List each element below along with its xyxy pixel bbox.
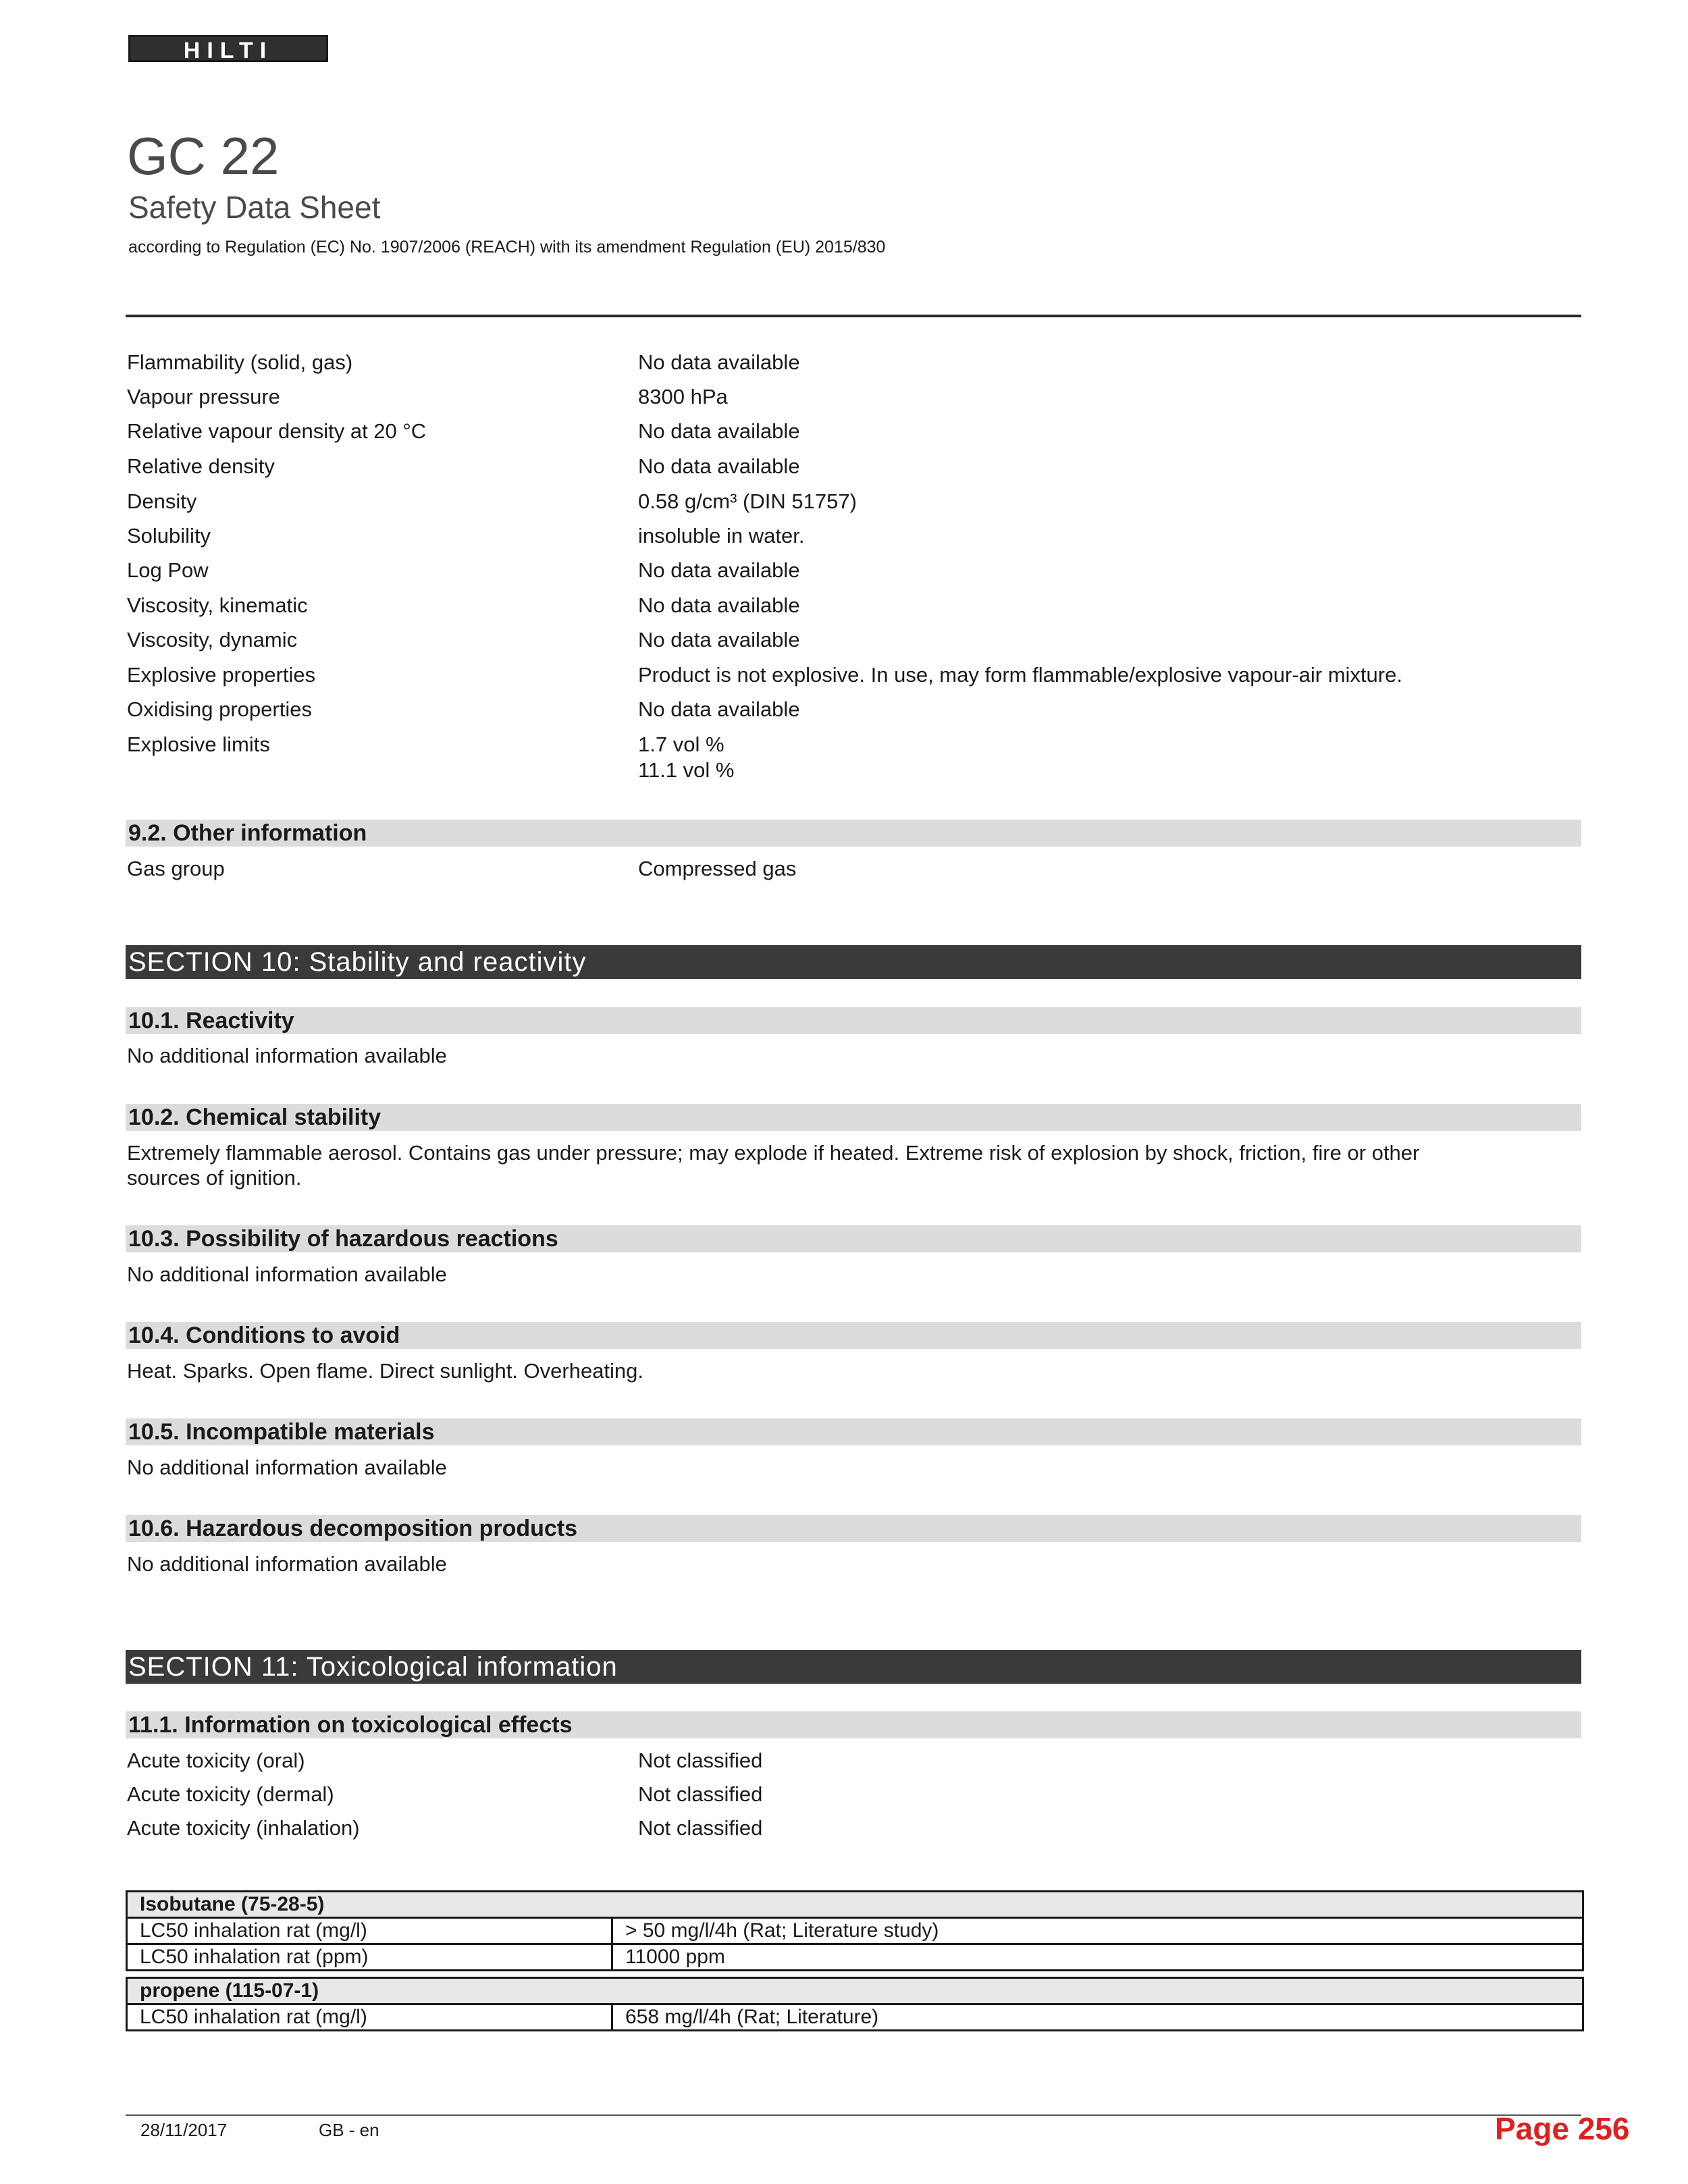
property-value: No data available bbox=[638, 628, 800, 651]
property-label: Relative density bbox=[127, 454, 275, 478]
subsection-heading-text: 9.2. Other information bbox=[128, 820, 367, 846]
footer-language: GB - en bbox=[319, 2120, 379, 2140]
property-value: No data available bbox=[638, 697, 800, 721]
toxicity-table bbox=[126, 1890, 1584, 2031]
table-row bbox=[127, 1918, 1583, 1944]
property-label: Viscosity, dynamic bbox=[127, 628, 298, 651]
property-label: Gas group bbox=[127, 857, 225, 880]
page-number-stamp: Page 256 bbox=[1495, 2111, 1630, 2146]
document-title: Safety Data Sheet bbox=[128, 190, 381, 225]
section-11-header bbox=[126, 1650, 1581, 1684]
substance-name: Isobutane (75-28-5) bbox=[127, 1892, 1583, 1918]
subsection-text: No additional information available bbox=[127, 1552, 447, 1576]
property-value: 0.58 g/cm³ (DIN 51757) bbox=[638, 489, 857, 513]
property-label: Explosive properties bbox=[127, 663, 316, 687]
subsection-text: No additional information available bbox=[127, 1456, 447, 1479]
substance-name: propene (115-07-1) bbox=[127, 1978, 1583, 2004]
property-label: Density bbox=[127, 489, 197, 513]
subsection-heading bbox=[126, 1322, 1581, 1349]
table-row bbox=[127, 1892, 1583, 1918]
subsection-heading bbox=[126, 1225, 1581, 1252]
property-label: Vapour pressure bbox=[127, 385, 280, 408]
toxicity-label: Acute toxicity (oral) bbox=[127, 1749, 305, 1772]
hilti-logo: HILTI bbox=[128, 35, 328, 62]
property-label: Oxidising properties bbox=[127, 697, 312, 721]
table-cell: 658 mg/l/4h (Rat; Literature) bbox=[612, 2004, 1583, 2031]
property-label: Log Pow bbox=[127, 558, 209, 582]
table-cell: 11000 ppm bbox=[612, 1944, 1583, 1971]
property-label: Viscosity, kinematic bbox=[127, 593, 308, 617]
property-value: No data available bbox=[638, 350, 800, 374]
product-title: GC 22 bbox=[127, 126, 280, 186]
property-value: No data available bbox=[638, 593, 800, 617]
table-cell: LC50 inhalation rat (mg/l) bbox=[127, 1918, 612, 1944]
subsection-heading-text: 11.1. Information on toxicological effects bbox=[128, 1712, 573, 1738]
property-label: Flammability (solid, gas) bbox=[127, 350, 353, 374]
table-cell: LC50 inhalation rat (mg/l) bbox=[127, 2004, 612, 2031]
regulation-note: according to Regulation (EC) No. 1907/2006 (REACH) with its amendment Regulation (EU) 2015/830 bbox=[128, 238, 886, 257]
toxicity-value: Not classified bbox=[638, 1816, 763, 1840]
property-value: No data available bbox=[638, 419, 800, 443]
toxicity-label: Acute toxicity (dermal) bbox=[127, 1782, 334, 1806]
subsection-heading-text: 10.4. Conditions to avoid bbox=[128, 1323, 400, 1348]
subsection-heading bbox=[126, 1418, 1581, 1445]
property-value: 11.1 vol % bbox=[638, 758, 735, 782]
property-value: 8300 hPa bbox=[638, 385, 728, 408]
property-label: Explosive limits bbox=[127, 733, 270, 756]
footer-date: 28/11/2017 bbox=[140, 2120, 228, 2140]
subsection-heading-text: 10.1. Reactivity bbox=[128, 1008, 294, 1034]
subsection-text: No additional information available bbox=[127, 1262, 447, 1286]
toxicity-label: Acute toxicity (inhalation) bbox=[127, 1816, 360, 1840]
section-title: SECTION 11: Toxicological information bbox=[128, 1652, 618, 1682]
table-row bbox=[127, 1978, 1583, 2004]
subsection-heading-text: 10.5. Incompatible materials bbox=[128, 1419, 435, 1445]
property-value: insoluble in water. bbox=[638, 524, 805, 548]
subsection-heading-text: 10.2. Chemical stability bbox=[128, 1104, 381, 1130]
subsection-text: sources of ignition. bbox=[127, 1166, 302, 1190]
subsection-heading-text: 10.3. Possibility of hazardous reactions bbox=[128, 1226, 558, 1252]
table-row bbox=[127, 1944, 1583, 1971]
property-value: No data available bbox=[638, 558, 800, 582]
section-10-header bbox=[126, 945, 1581, 979]
table-cell: > 50 mg/l/4h (Rat; Literature study) bbox=[612, 1918, 1583, 1944]
property-label: Solubility bbox=[127, 524, 211, 548]
subsection-heading bbox=[126, 1515, 1581, 1542]
property-value: 1.7 vol % bbox=[638, 733, 724, 756]
property-label: Relative vapour density at 20 °C bbox=[127, 419, 427, 443]
subsection-text: Extremely flammable aerosol. Contains gas under pressure; may explode if heated. Extreme risk of explosion by shock, friction, fire or other bbox=[127, 1141, 1420, 1165]
table-cell: LC50 inhalation rat (ppm) bbox=[127, 1944, 612, 1971]
subsection-heading bbox=[126, 1711, 1581, 1738]
subsection-heading-text: 10.6. Hazardous decomposition products bbox=[128, 1516, 578, 1541]
subsection-text: No additional information available bbox=[127, 1044, 447, 1067]
toxicity-value: Not classified bbox=[638, 1749, 763, 1772]
footer-divider bbox=[126, 2114, 1581, 2116]
section-title: SECTION 10: Stability and reactivity bbox=[128, 947, 587, 977]
property-value: Product is not explosive. In use, may form flammable/explosive vapour-air mixture. bbox=[638, 663, 1402, 687]
toxicity-value: Not classified bbox=[638, 1782, 763, 1806]
subsection-heading bbox=[126, 820, 1581, 847]
subsection-heading bbox=[126, 1007, 1581, 1034]
table-spacer bbox=[127, 1971, 1583, 1978]
subsection-heading bbox=[126, 1104, 1581, 1131]
subsection-text: Heat. Sparks. Open flame. Direct sunlight. Overheating. bbox=[127, 1359, 644, 1383]
property-value: No data available bbox=[638, 454, 800, 478]
table-row bbox=[127, 2004, 1583, 2031]
property-value: Compressed gas bbox=[638, 857, 797, 880]
header-divider bbox=[126, 315, 1581, 317]
